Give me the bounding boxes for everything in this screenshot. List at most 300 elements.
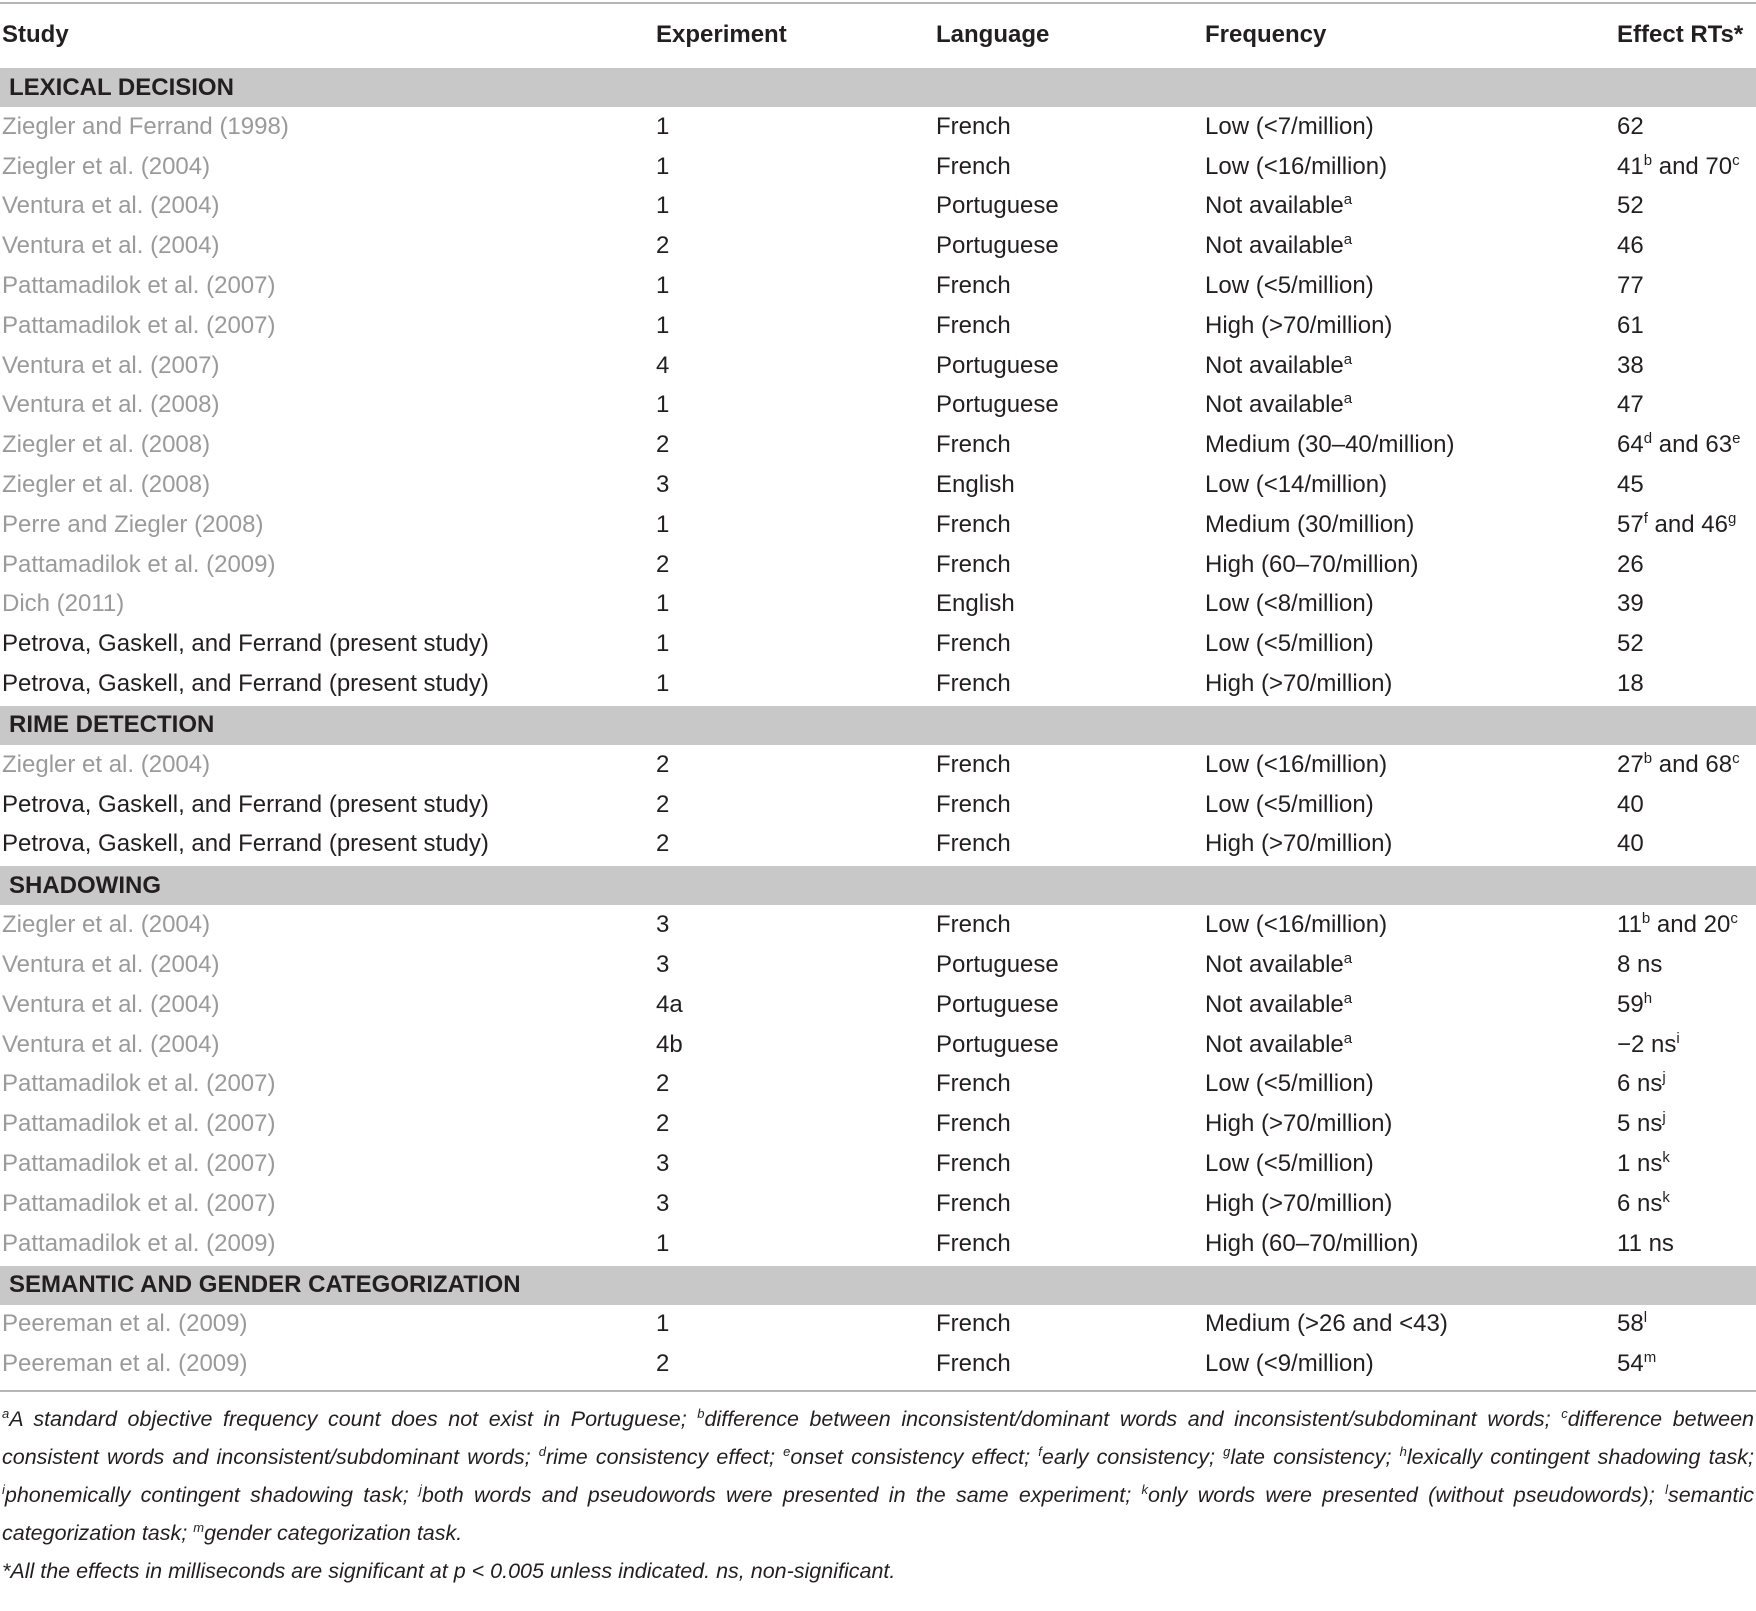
- cell-frequency: [1205, 391, 1617, 419]
- cell-effect: [1617, 1350, 1756, 1378]
- cell-study: Ventura et al. (2004): [2, 1030, 220, 1058]
- effect-value: 11 ns: [1617, 1229, 1674, 1257]
- cell-effect: [1617, 751, 1756, 779]
- cell-study: Dich (2011): [2, 590, 125, 618]
- cell-frequency: [1205, 1310, 1617, 1338]
- footnote-marker: e: [783, 1444, 791, 1460]
- cell-frequency: [1205, 312, 1617, 340]
- section-header: RIME DETECTION: [0, 706, 1756, 745]
- effect-value: 39: [1617, 590, 1644, 618]
- cell-language: Portuguese: [936, 1030, 1059, 1058]
- footnote-marker: h: [1643, 989, 1653, 1007]
- cell-study: Ventura et al. (2008): [2, 391, 220, 419]
- cell-experiment: 3: [656, 951, 670, 979]
- effect-value: 5 ns: [1617, 1110, 1663, 1138]
- cell-effect: [1617, 991, 1756, 1019]
- cell-study: Ziegler et al. (2008): [2, 471, 211, 499]
- cell-experiment: 1: [656, 630, 670, 658]
- footnote-marker: c: [1732, 151, 1740, 169]
- footnote-text: rime consistency effect;: [545, 1445, 784, 1470]
- cell-frequency: [1205, 1230, 1617, 1258]
- footnotes: [0, 1400, 1756, 1552]
- footnote-marker: g: [1727, 509, 1737, 527]
- effect-value: 18: [1617, 670, 1644, 698]
- cell-effect: [1617, 391, 1756, 419]
- cell-experiment: 2: [656, 1070, 670, 1098]
- footnote-marker: d: [1643, 430, 1653, 448]
- table-row: [0, 1065, 1756, 1105]
- cell-language: Portuguese: [936, 192, 1059, 220]
- frequency-text: Low (<5/million): [1205, 1070, 1374, 1098]
- cell-experiment: 1: [656, 112, 670, 140]
- cell-language: Portuguese: [936, 391, 1059, 419]
- footnote-marker: m: [1643, 1349, 1657, 1367]
- frequency-text: Low (<16/million): [1205, 750, 1388, 778]
- cell-study: Pattamadilok et al. (2007): [2, 272, 276, 300]
- frequency-text: High (>70/million): [1205, 1189, 1393, 1217]
- cell-effect: [1617, 113, 1756, 141]
- cell-effect: [1617, 791, 1756, 819]
- footnote-marker: a: [1343, 231, 1353, 249]
- cell-study: Ziegler et al. (2004): [2, 911, 211, 939]
- table-row: [0, 1144, 1756, 1184]
- footnote-text: difference between consistent words and inconsistent/subdominant words;: [2, 1407, 1754, 1470]
- cell-experiment: 1: [656, 510, 670, 538]
- cell-language: French: [936, 630, 1011, 658]
- cell-language: French: [936, 1229, 1011, 1257]
- cell-experiment: 1: [656, 192, 670, 220]
- header-language: Language: [936, 21, 1050, 48]
- cell-study: Perre and Ziegler (2008): [2, 510, 264, 538]
- cell-language: French: [936, 510, 1011, 538]
- cell-effect: [1617, 951, 1756, 979]
- table-row: [0, 664, 1756, 704]
- effect-value: 26: [1617, 550, 1644, 578]
- header-frequency: Frequency: [1205, 21, 1327, 48]
- cell-frequency: [1205, 951, 1617, 979]
- cell-effect: [1617, 312, 1756, 340]
- cell-study: Pattamadilok et al. (2007): [2, 1189, 276, 1217]
- cell-language: French: [936, 670, 1011, 698]
- cell-frequency: [1205, 1190, 1617, 1218]
- footnote-text: early consistency;: [1041, 1445, 1224, 1470]
- bottom-rule: [0, 1390, 1756, 1392]
- cell-effect: [1617, 192, 1756, 220]
- cell-frequency: [1205, 153, 1617, 181]
- cell-study: Petrova, Gaskell, and Ferrand (present study): [2, 670, 489, 698]
- cell-language: French: [936, 431, 1011, 459]
- cell-language: French: [936, 790, 1011, 818]
- table-row: [0, 425, 1756, 465]
- frequency-text: Not available: [1205, 990, 1344, 1018]
- cell-study: Petrova, Gaskell, and Ferrand (present study): [2, 790, 489, 818]
- footnote-marker: h: [1399, 1444, 1407, 1460]
- cell-experiment: 3: [656, 471, 670, 499]
- cell-experiment: 2: [656, 1110, 670, 1138]
- table-row: [0, 107, 1756, 147]
- section-header: SHADOWING: [0, 866, 1756, 905]
- cell-effect: [1617, 1150, 1756, 1178]
- footnote-marker: g: [1223, 1444, 1231, 1460]
- cell-experiment: 1: [656, 1310, 670, 1338]
- frequency-text: Not available: [1205, 1030, 1344, 1058]
- cell-study: Pattamadilok et al. (2007): [2, 1070, 276, 1098]
- cell-experiment: 3: [656, 1150, 670, 1178]
- table-row: [0, 386, 1756, 426]
- cell-study: Peereman et al. (2009): [2, 1350, 248, 1378]
- cell-study: Peereman et al. (2009): [2, 1310, 248, 1338]
- effect-value: 46: [1617, 232, 1644, 260]
- cell-frequency: [1205, 1031, 1617, 1059]
- cell-experiment: 4: [656, 351, 670, 379]
- effect-value: 57: [1617, 510, 1644, 538]
- cell-effect: [1617, 1190, 1756, 1218]
- effect-value: and 20: [1650, 911, 1731, 939]
- cell-experiment: 2: [656, 431, 670, 459]
- cell-language: English: [936, 590, 1015, 618]
- cell-study: Ventura et al. (2004): [2, 192, 220, 220]
- effect-value: 38: [1617, 351, 1644, 379]
- footnote-marker: i: [2, 1482, 5, 1498]
- effect-value: 52: [1617, 630, 1644, 658]
- effect-value: 8 ns: [1617, 951, 1663, 979]
- cell-effect: [1617, 1070, 1756, 1098]
- cell-experiment: 2: [656, 750, 670, 778]
- footnote-marker: b: [697, 1406, 705, 1422]
- cell-experiment: 2: [656, 232, 670, 260]
- cell-frequency: [1205, 511, 1617, 539]
- cell-effect: [1617, 1031, 1756, 1059]
- table-row: [0, 785, 1756, 825]
- frequency-text: Not available: [1205, 232, 1344, 260]
- cell-language: French: [936, 550, 1011, 578]
- table-row: [0, 465, 1756, 505]
- cell-frequency: [1205, 791, 1617, 819]
- cell-study: Pattamadilok et al. (2009): [2, 550, 276, 578]
- cell-effect: [1617, 551, 1756, 579]
- effect-value: 64: [1617, 431, 1644, 459]
- footnote-marker: l: [1643, 1309, 1648, 1327]
- table-row: [0, 226, 1756, 266]
- cell-experiment: 2: [656, 790, 670, 818]
- effect-value: 47: [1617, 391, 1644, 419]
- cell-effect: [1617, 431, 1756, 459]
- frequency-text: Low (<7/million): [1205, 112, 1374, 140]
- effect-value: 77: [1617, 272, 1644, 300]
- frequency-text: Low (<5/million): [1205, 272, 1374, 300]
- frequency-text: Medium (30/million): [1205, 510, 1415, 538]
- frequency-text: Low (<5/million): [1205, 630, 1374, 658]
- table-row: [0, 624, 1756, 664]
- effect-value: −2 ns: [1617, 1030, 1677, 1058]
- cell-study: Pattamadilok et al. (2007): [2, 1150, 276, 1178]
- cell-language: French: [936, 911, 1011, 939]
- cell-effect: [1617, 1230, 1756, 1258]
- cell-language: French: [936, 750, 1011, 778]
- footnote-marker: f: [1038, 1444, 1042, 1460]
- table-row: [0, 1104, 1756, 1144]
- effect-value: 59: [1617, 990, 1644, 1018]
- cell-frequency: [1205, 1350, 1617, 1378]
- cell-effect: [1617, 511, 1756, 539]
- frequency-text: Not available: [1205, 391, 1344, 419]
- frequency-text: High (>70/million): [1205, 830, 1393, 858]
- cell-experiment: 1: [656, 1229, 670, 1257]
- cell-experiment: 1: [656, 152, 670, 180]
- footnote-text: only words were presented (without pseudowords);: [1147, 1483, 1666, 1508]
- cell-effect: [1617, 670, 1756, 698]
- table-row: [0, 1025, 1756, 1065]
- header-experiment: Experiment: [656, 21, 787, 48]
- effect-value: 41: [1617, 152, 1644, 180]
- cell-study: Ventura et al. (2004): [2, 990, 220, 1018]
- cell-frequency: [1205, 911, 1617, 939]
- cell-language: Portuguese: [936, 951, 1059, 979]
- effect-value: 1 ns: [1617, 1150, 1663, 1178]
- effect-value: 45: [1617, 471, 1644, 499]
- cell-frequency: [1205, 630, 1617, 658]
- effect-value: 61: [1617, 311, 1644, 339]
- cell-language: French: [936, 1150, 1011, 1178]
- frequency-text: High (60–70/million): [1205, 1229, 1419, 1257]
- table-row: [0, 147, 1756, 187]
- footnote-marker: b: [1643, 151, 1653, 169]
- cell-frequency: [1205, 670, 1617, 698]
- cell-frequency: [1205, 991, 1617, 1019]
- table-row: [0, 505, 1756, 545]
- cell-language: Portuguese: [936, 351, 1059, 379]
- cell-frequency: [1205, 272, 1617, 300]
- cell-study: Pattamadilok et al. (2007): [2, 1110, 276, 1138]
- significance-note: *All the effects in milliseconds are significant at p < 0.005 unless indicated. ns, non-significant.: [2, 1559, 896, 1584]
- frequency-text: Low (<16/million): [1205, 911, 1388, 939]
- cell-language: French: [936, 112, 1011, 140]
- cell-frequency: [1205, 232, 1617, 260]
- cell-language: Portuguese: [936, 990, 1059, 1018]
- table-row: [0, 745, 1756, 785]
- section-header: LEXICAL DECISION: [0, 68, 1756, 107]
- table-row: [0, 266, 1756, 306]
- cell-frequency: [1205, 1110, 1617, 1138]
- effect-value: 6 ns: [1617, 1070, 1663, 1098]
- cell-study: Pattamadilok et al. (2009): [2, 1229, 276, 1257]
- cell-language: English: [936, 471, 1015, 499]
- header-effect: Effect RTs*: [1617, 21, 1744, 48]
- cell-experiment: 1: [656, 670, 670, 698]
- cell-language: French: [936, 311, 1011, 339]
- frequency-text: Low (<8/million): [1205, 590, 1374, 618]
- cell-study: Ziegler et al. (2008): [2, 431, 211, 459]
- footnote-text: A standard objective frequency count does not exist in Portuguese;: [9, 1407, 698, 1432]
- cell-study: Ziegler and Ferrand (1998): [2, 112, 289, 140]
- footnote-text: difference between inconsistent/dominant words and inconsistent/subdominant words;: [704, 1407, 1562, 1432]
- cell-effect: [1617, 911, 1756, 939]
- table-row: [0, 585, 1756, 625]
- cell-language: French: [936, 1110, 1011, 1138]
- table-row: [0, 945, 1756, 985]
- effect-value: and 46: [1647, 510, 1728, 538]
- cell-language: French: [936, 152, 1011, 180]
- footnote-text: lexically contingent shadowing task;: [1406, 1445, 1754, 1470]
- cell-effect: [1617, 352, 1756, 380]
- cell-study: Ziegler et al. (2004): [2, 750, 211, 778]
- footnote-text: late consistency;: [1230, 1445, 1400, 1470]
- cell-frequency: [1205, 192, 1617, 220]
- cell-effect: [1617, 272, 1756, 300]
- table-row: [0, 346, 1756, 386]
- table-row: [0, 1344, 1756, 1384]
- frequency-text: Not available: [1205, 351, 1344, 379]
- effect-value: 6 ns: [1617, 1189, 1663, 1217]
- frequency-text: Low (<5/million): [1205, 790, 1374, 818]
- footnote-marker: c: [1561, 1406, 1568, 1422]
- cell-study: Ziegler et al. (2004): [2, 152, 211, 180]
- footnote-marker: k: [1662, 1149, 1670, 1167]
- footnote-marker: b: [1641, 910, 1651, 928]
- cell-effect: [1617, 830, 1756, 858]
- cell-language: French: [936, 272, 1011, 300]
- effect-value: 58: [1617, 1310, 1644, 1338]
- effect-value: 40: [1617, 790, 1644, 818]
- cell-language: French: [936, 1189, 1011, 1217]
- footnote-marker: k: [1662, 1188, 1670, 1206]
- cell-study: Petrova, Gaskell, and Ferrand (present study): [2, 830, 489, 858]
- footnote-text: onset consistency effect;: [790, 1445, 1039, 1470]
- cell-frequency: [1205, 352, 1617, 380]
- header-study: Study: [2, 21, 69, 48]
- table-row: [0, 905, 1756, 945]
- cell-language: Portuguese: [936, 232, 1059, 260]
- section-header: SEMANTIC AND GENDER CATEGORIZATION: [0, 1266, 1756, 1305]
- cell-frequency: [1205, 751, 1617, 779]
- cell-study: Ventura et al. (2007): [2, 351, 220, 379]
- footnote-marker: i: [1676, 1029, 1680, 1047]
- footnote-text: phonemically contingent shadowing task;: [4, 1483, 419, 1508]
- effect-value: 40: [1617, 830, 1644, 858]
- effect-value: 27: [1617, 750, 1644, 778]
- table-row: [0, 1184, 1756, 1224]
- effect-value: 52: [1617, 192, 1644, 220]
- table-row: [0, 545, 1756, 585]
- frequency-text: High (>70/million): [1205, 1110, 1393, 1138]
- footnote-marker: a: [1343, 191, 1353, 209]
- table-row: [0, 985, 1756, 1025]
- frequency-text: Low (<9/million): [1205, 1350, 1374, 1378]
- frequency-text: Low (<14/million): [1205, 471, 1388, 499]
- cell-frequency: [1205, 551, 1617, 579]
- frequency-text: Medium (30–40/million): [1205, 431, 1455, 459]
- table-row: [0, 825, 1756, 865]
- frequency-text: High (>70/million): [1205, 311, 1393, 339]
- footnote-marker: j: [1662, 1109, 1666, 1127]
- table-row: [0, 1305, 1756, 1345]
- cell-frequency: [1205, 590, 1617, 618]
- cell-effect: [1617, 1110, 1756, 1138]
- footnote-marker: a: [1343, 989, 1353, 1007]
- cell-effect: [1617, 471, 1756, 499]
- cell-language: French: [936, 830, 1011, 858]
- footnote-marker: a: [1343, 950, 1353, 968]
- frequency-text: Low (<5/million): [1205, 1150, 1374, 1178]
- footnote-marker: e: [1732, 430, 1741, 448]
- footnote-marker: f: [1643, 509, 1648, 527]
- effect-value: 62: [1617, 112, 1644, 140]
- effect-value: and 63: [1652, 431, 1733, 459]
- cell-effect: [1617, 1310, 1756, 1338]
- cell-effect: [1617, 153, 1756, 181]
- frequency-text: Medium (>26 and <43): [1205, 1310, 1448, 1338]
- footnote-text: gender categorization task.: [204, 1521, 463, 1546]
- cell-frequency: [1205, 471, 1617, 499]
- frequency-text: Low (<16/million): [1205, 152, 1388, 180]
- cell-language: French: [936, 1070, 1011, 1098]
- frequency-text: High (>70/million): [1205, 670, 1393, 698]
- effect-value: 11: [1617, 911, 1642, 939]
- footnote-marker: j: [418, 1482, 422, 1498]
- cell-experiment: 4b: [656, 1030, 683, 1058]
- cell-effect: [1617, 630, 1756, 658]
- cell-frequency: [1205, 830, 1617, 858]
- effect-value: and 70: [1652, 152, 1733, 180]
- table-body: [0, 68, 1756, 1384]
- cell-effect: [1617, 232, 1756, 260]
- cell-language: French: [936, 1350, 1011, 1378]
- cell-experiment: 2: [656, 550, 670, 578]
- footnote-marker: c: [1732, 749, 1740, 767]
- footnote-marker: c: [1730, 910, 1738, 928]
- table-header: [0, 4, 1756, 66]
- table-row: [0, 306, 1756, 346]
- cell-experiment: 2: [656, 830, 670, 858]
- footnote-marker: a: [1343, 1029, 1353, 1047]
- cell-frequency: [1205, 1070, 1617, 1098]
- table-row: [0, 187, 1756, 227]
- table-row: [0, 1224, 1756, 1264]
- cell-effect: [1617, 590, 1756, 618]
- cell-frequency: [1205, 113, 1617, 141]
- frequency-text: High (60–70/million): [1205, 550, 1419, 578]
- cell-study: Ventura et al. (2004): [2, 232, 220, 260]
- footnote-marker: m: [193, 1520, 205, 1536]
- cell-experiment: 3: [656, 1189, 670, 1217]
- cell-study: Petrova, Gaskell, and Ferrand (present study): [2, 630, 489, 658]
- cell-experiment: 1: [656, 272, 670, 300]
- frequency-text: Not available: [1205, 951, 1344, 979]
- cell-experiment: 1: [656, 311, 670, 339]
- frequency-text: Not available: [1205, 192, 1344, 220]
- footnote-text: semantic categorization task;: [2, 1483, 1754, 1546]
- footnote-marker: a: [1343, 350, 1353, 368]
- cell-frequency: [1205, 431, 1617, 459]
- cell-study: Pattamadilok et al. (2007): [2, 311, 276, 339]
- cell-experiment: 1: [656, 590, 670, 618]
- footnote-marker: k: [1141, 1482, 1148, 1498]
- cell-experiment: 3: [656, 911, 670, 939]
- footnote-marker: d: [538, 1444, 546, 1460]
- footnote-marker: a: [1343, 390, 1353, 408]
- cell-frequency: [1205, 1150, 1617, 1178]
- footnote-marker: j: [1662, 1069, 1666, 1087]
- footnote-marker: b: [1643, 749, 1653, 767]
- effect-value: and 68: [1652, 750, 1733, 778]
- footnote-marker: a: [2, 1406, 10, 1422]
- cell-language: French: [936, 1310, 1011, 1338]
- cell-experiment: 2: [656, 1350, 670, 1378]
- cell-experiment: 1: [656, 391, 670, 419]
- footnote-marker: l: [1665, 1482, 1668, 1498]
- cell-study: Ventura et al. (2004): [2, 951, 220, 979]
- cell-experiment: 4a: [656, 990, 683, 1018]
